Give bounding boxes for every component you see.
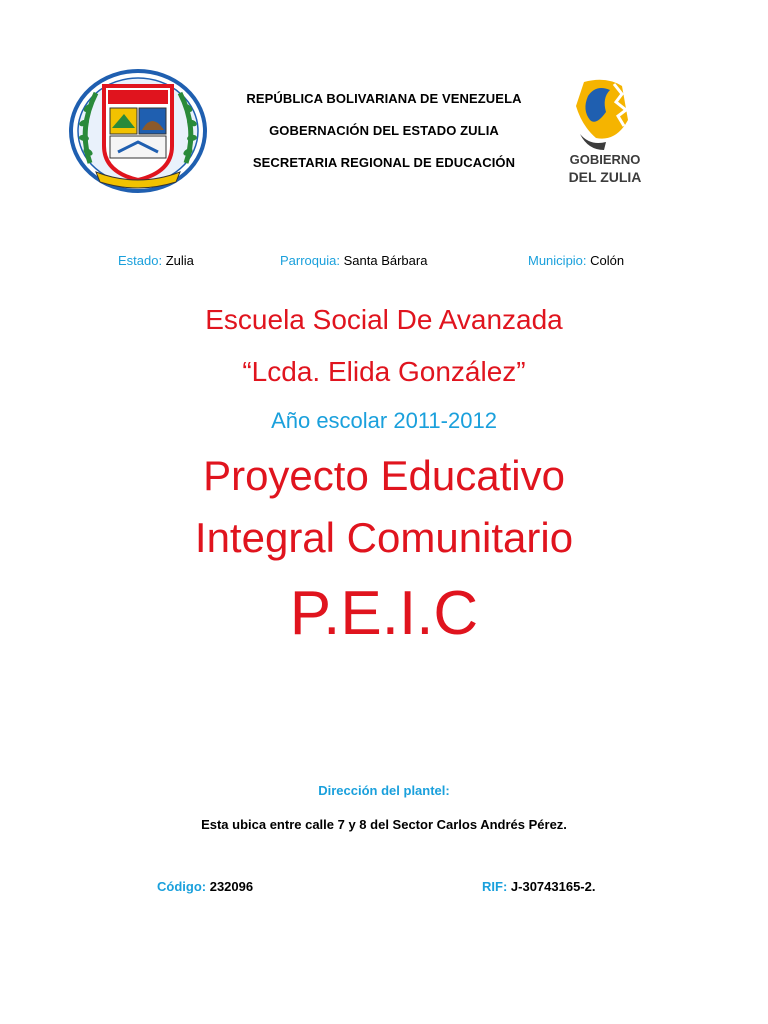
parroquia-label: Parroquia: [280,253,340,268]
school-year: Año escolar 2011-2012 [271,408,497,433]
logo-text-line2: DEL ZULIA [568,169,642,185]
municipio-value: Colón [590,253,625,268]
school-name: Escuela Social De Avanzada [205,304,563,335]
project-title-line1: Proyecto Educativo [203,452,565,499]
address-label: Dirección del plantel: [318,783,450,798]
rif-label: RIF: [482,879,508,894]
codigo-label: Código: [157,879,207,894]
parroquia-value: Santa Bárbara [343,253,428,268]
header-secretariat: SECRETARIA REGIONAL DE EDUCACIÓN [252,155,516,170]
header-republic: REPÚBLICA BOLIVARIANA DE VENEZUELA [246,91,522,106]
address-text: Esta ubica entre calle 7 y 8 del Sector Carlos Andrés Pérez. [201,817,567,832]
location-estado [118,253,194,268]
codigo-value: 232096 [209,879,254,894]
rif-field [482,879,595,894]
location-municipio [528,253,624,268]
codigo-field [157,879,253,894]
estado-value: Zulia [165,253,194,268]
rif-value: J-30743165-2. [510,879,596,894]
project-title-line2: Integral Comunitario [194,514,574,561]
location-parroquia [280,253,427,268]
logo-text-line1: GOBIERNO [569,152,641,167]
school-honoree: “Lcda. Elida González” [242,356,526,387]
municipio-label: Municipio: [528,253,587,268]
header-governorate: GOBERNACIÓN DEL ESTADO ZULIA [269,123,499,138]
project-acronym: P.E.I.C [289,579,479,648]
estado-label: Estado: [118,253,163,268]
